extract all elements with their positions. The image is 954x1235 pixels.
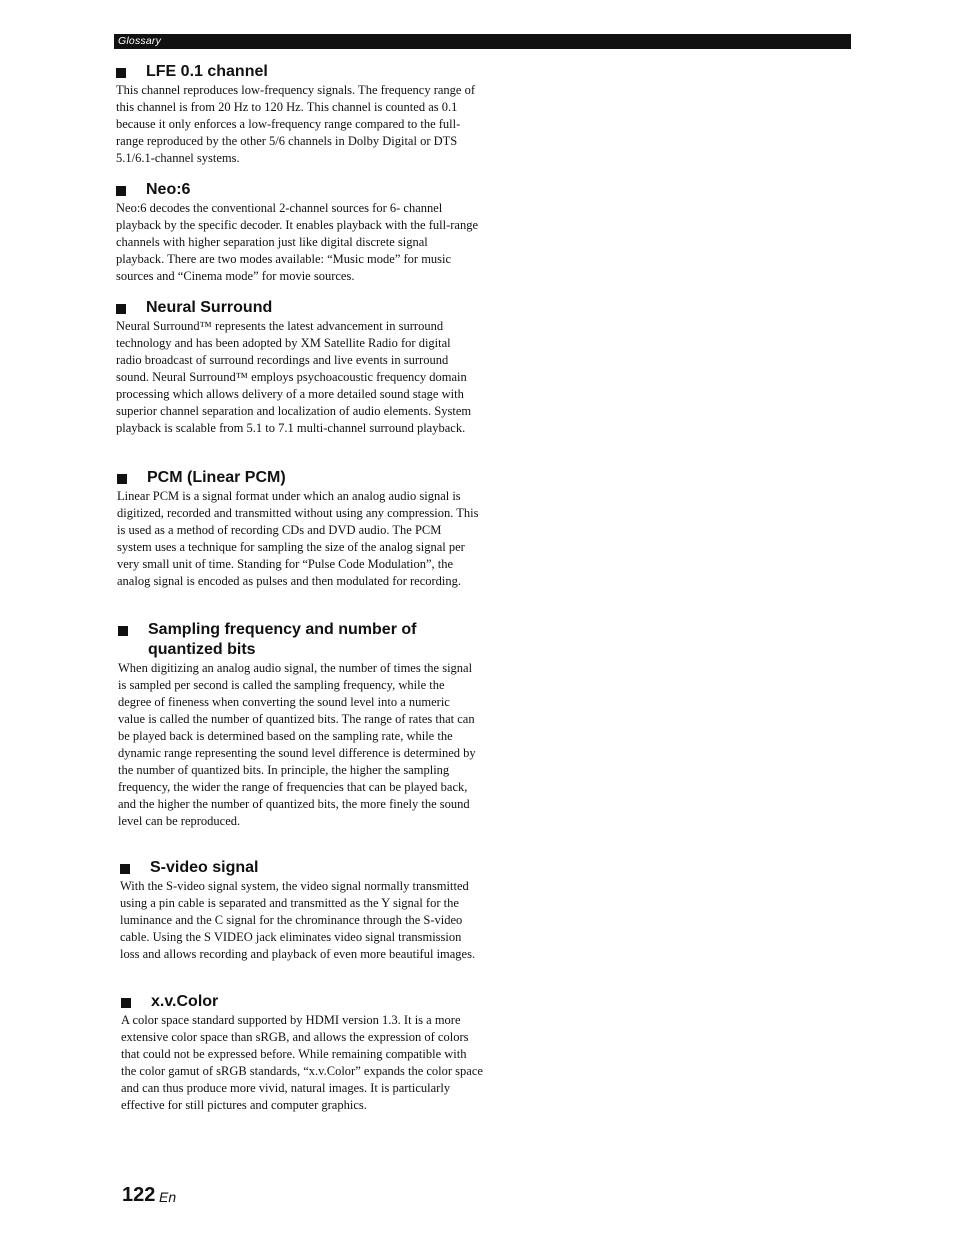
entry-body: With the S-video signal system, the video signal normally transmitted using a pin cable is separated and transmitted as the Y signal for the luminance and the C signal for the chrominance through the S-video cable. Using the S VIDEO jack eliminates video signal transmission loss and allows recording and playback of even more beautiful images. bbox=[120, 879, 476, 961]
page-language: En bbox=[159, 1189, 177, 1205]
square-bullet-icon bbox=[116, 68, 126, 78]
entry-body: Linear PCM is a signal format under which an analog audio signal is digitized, recorded and transmitted without using any compression. This is used as a method of recording CDs and DVD audio. The PCM system uses a technique for sampling the size of the analog signal per very small unit of time. Standing for “Pulse Code Modulation”, the analog signal is encoded as pulses and then modulated for recording. bbox=[117, 489, 479, 588]
section-header-bar bbox=[114, 34, 851, 49]
glossary-entry bbox=[116, 180, 478, 285]
square-bullet-icon bbox=[120, 864, 130, 874]
entry-heading bbox=[118, 620, 480, 660]
entry-body: Neo:6 decodes the conventional 2-channel sources for 6- channel playback by the specific decoder. It enables playback with the full-range channels with higher separation just like digital discrete signal playback. There are two modes available: “Music mode” for music sources and “Cinema mode” for movie sources. bbox=[116, 201, 479, 283]
section-label: Glossary bbox=[118, 35, 162, 47]
entry-body: When digitizing an analog audio signal, the number of times the signal is sampled per second is called the sampling frequency, while the degree of fineness when converting the sound level into a numeric value is called the number of quantized bits. The range of rates that can be played back is determined based on the sampling rate, while the dynamic range representing the sound level difference is determined by the number of quantized bits. In principle, the higher the sampling frequency, the wider the range of frequencies that can be played back, and the higher the number of quantized bits, the more finely the sound level can be reproduced. bbox=[118, 661, 476, 828]
entry-heading bbox=[116, 62, 478, 82]
glossary-entry bbox=[120, 858, 482, 963]
entry-title: Neo:6 bbox=[146, 181, 191, 198]
square-bullet-icon bbox=[116, 304, 126, 314]
glossary-entry bbox=[121, 992, 483, 1114]
entry-heading bbox=[121, 992, 483, 1012]
square-bullet-icon bbox=[121, 998, 131, 1008]
entry-body: This channel reproduces low-frequency signals. The frequency range of this channel is from 20 Hz to 120 Hz. This channel is counted as 0.1 because it only enforces a low-frequency range compared to the full-range reproduced by the other 5/6 channels in Dolby Digital or DTS 5.1/6.1-channel systems. bbox=[116, 83, 476, 165]
entry-body: A color space standard supported by HDMI version 1.3. It is a more extensive color space than sRGB, and allows the expression of colors that could not be expressed before. While remaining compatible with the color gamut of sRGB standards, “x.v.Color” expands the color space and can thus produce more vivid, natural images. It is particularly effective for still pictures and computer graphics. bbox=[121, 1013, 483, 1112]
entry-heading bbox=[120, 858, 482, 878]
glossary-entry bbox=[116, 62, 478, 167]
glossary-entry bbox=[116, 298, 478, 437]
square-bullet-icon bbox=[118, 626, 128, 636]
entry-title: LFE 0.1 channel bbox=[146, 63, 268, 80]
square-bullet-icon bbox=[117, 474, 127, 484]
entry-heading bbox=[117, 468, 479, 488]
entry-heading bbox=[116, 180, 478, 200]
square-bullet-icon bbox=[116, 186, 126, 196]
entry-heading bbox=[116, 298, 478, 318]
page-number: 122 bbox=[122, 1184, 156, 1206]
entry-title: Neural Surround bbox=[146, 299, 273, 316]
entry-title: S-video signal bbox=[150, 859, 259, 876]
entry-body: Neural Surround™ represents the latest advancement in surround technology and has been adopted by XM Satellite Radio for digital radio broadcast of surround recordings and live events in surround sound. Neural Surround™ employs psychoacoustic frequency domain processing which allows delivery of a more detailed sound stage with superior channel separation and localization of audio elements. System playback is scalable from 5.1 to 7.1 multi-channel surround playback. bbox=[116, 319, 472, 435]
glossary-entry bbox=[117, 468, 479, 590]
glossary-entry bbox=[118, 620, 480, 830]
entry-title: Sampling frequency and number of quantized bits bbox=[148, 621, 417, 658]
entry-title: PCM (Linear PCM) bbox=[147, 469, 286, 486]
entry-title: x.v.Color bbox=[151, 993, 219, 1010]
